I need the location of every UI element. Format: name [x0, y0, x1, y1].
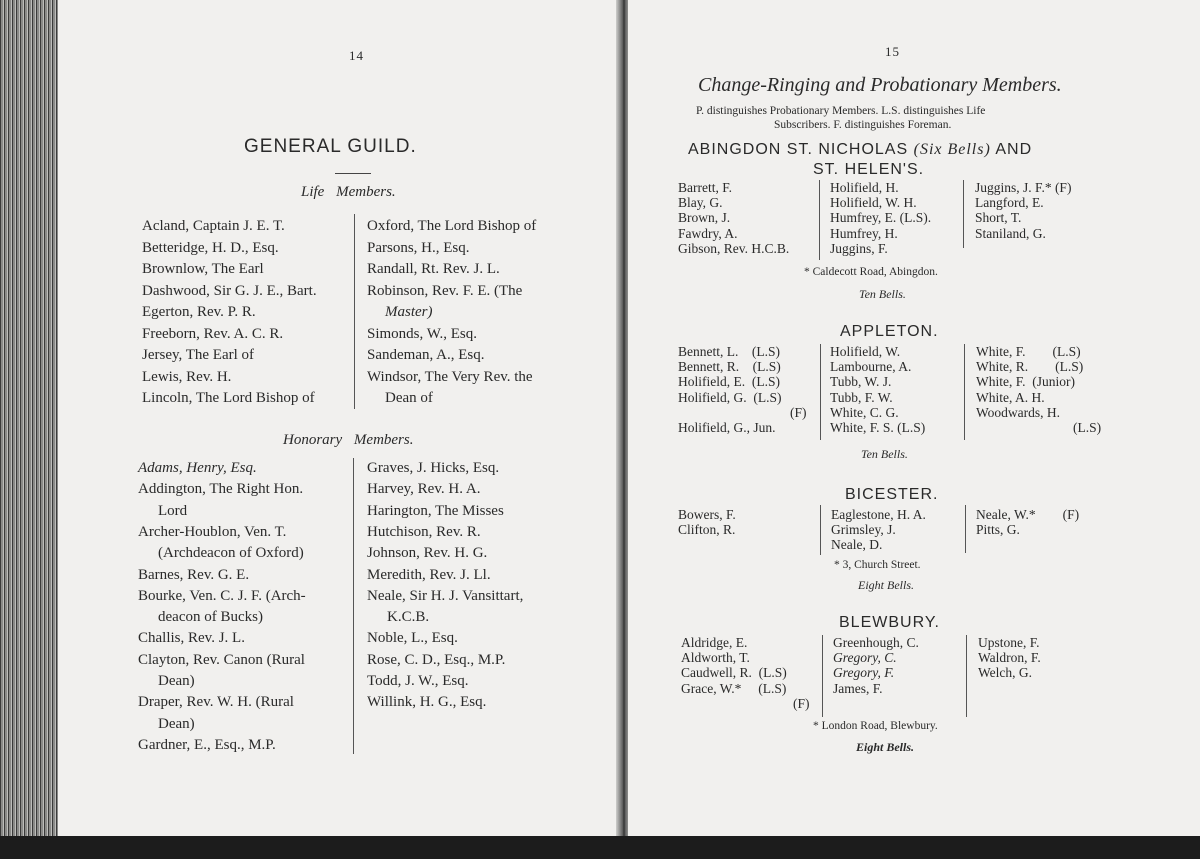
member-entry: Holifield, W. — [830, 344, 901, 359]
member-entry: Dean of — [385, 390, 433, 406]
member-entry: Holifield, G., Jun. — [678, 419, 776, 435]
column-divider — [965, 505, 966, 553]
life-members-heading: Life Members. — [301, 184, 396, 200]
member-entry: Neale, Sir H. J. Vansittart, — [367, 587, 524, 604]
member-entry: White, R. (L.S) — [976, 359, 1084, 375]
member-entry: (F) — [790, 404, 807, 420]
member-entry: Grimsley, J. — [831, 522, 896, 538]
column-divider — [819, 180, 820, 260]
member-entry: Clayton, Rev. Canon (Rural — [138, 651, 305, 668]
member-entry: Humfrey, H. — [830, 225, 898, 241]
page-number: 14 — [349, 48, 364, 63]
member-entry: Dashwood, Sir G. J. E., Bart. — [142, 282, 317, 299]
tower-heading — [688, 141, 1032, 159]
member-entry: Caudwell, R. (L.S) — [681, 665, 787, 681]
member-entry: Sandeman, A., Esq. — [367, 347, 485, 363]
tower-column-1 — [681, 635, 810, 711]
tower-column-2 — [830, 180, 931, 256]
member-entry: Bourke, Ven. C. J. F. (Arch- — [138, 587, 306, 604]
page-title: GENERAL GUILD. — [244, 136, 417, 157]
member-entry: Barrett, F. — [678, 180, 733, 195]
member-entry: Bennett, R. (L.S) — [678, 359, 781, 375]
member-entry: Lord — [158, 502, 188, 519]
member-entry: Simonds, W., Esq. — [367, 325, 478, 342]
column-divider — [820, 505, 821, 555]
member-entry: (Archdeacon of Oxford) — [158, 545, 304, 562]
tower-column-1 — [678, 344, 807, 435]
member-entry: Harvey, Rev. H. A. — [367, 481, 481, 498]
member-entry: Brownlow, The Earl — [142, 261, 264, 277]
member-entry: Clifton, R. — [678, 522, 736, 538]
member-entry: Randall, Rt. Rev. J. L. — [367, 261, 500, 277]
member-entry: Johnson, Rev. H. G. — [367, 545, 488, 562]
member-entry: Fawdry, A. — [678, 225, 738, 241]
column-divider — [964, 344, 965, 440]
member-entry: Juggins, J. F.* (F) — [975, 180, 1072, 195]
member-entry: White, F. S. (L.S) — [830, 419, 926, 435]
legend-line-2: Subscribers. F. distinguishes Foreman. — [774, 119, 952, 131]
member-entry: Juggins, F. — [830, 240, 888, 256]
tower-column-2 — [831, 507, 926, 553]
page-number: 15 — [885, 44, 900, 59]
member-entry: Holifield, H. — [830, 180, 899, 195]
member-entry: Bowers, F. — [678, 507, 736, 522]
member-entry: Addington, The Right Hon. — [138, 481, 304, 498]
member-entry: Greenhough, C. — [833, 635, 919, 650]
member-entry: Welch, G. — [978, 665, 1033, 681]
member-entry: Bennett, L. (L.S) — [678, 344, 780, 359]
member-entry: Betteridge, H. D., Esq. — [142, 239, 279, 256]
member-entry: Harington, The Misses — [367, 502, 504, 519]
member-entry: White, C. G. — [830, 404, 899, 420]
member-entry: Parsons, H., Esq. — [367, 239, 470, 256]
member-entry: Robinson, Rev. F. E. (The — [367, 282, 523, 299]
member-entry: Aldworth, T. — [681, 650, 750, 666]
member-entry: (F) — [793, 695, 810, 711]
member-entry: Adams, Henry, Esq. — [138, 460, 257, 476]
member-entry: Rose, C. D., Esq., M.P. — [367, 651, 506, 668]
member-entry: Eaglestone, H. A. — [831, 507, 926, 522]
member-entry: Brown, J. — [678, 210, 731, 226]
tower-column-3 — [976, 344, 1101, 435]
column-divider — [354, 214, 355, 409]
member-entry: Lewis, Rev. H. — [142, 368, 232, 385]
member-entry: Noble, L., Esq. — [367, 630, 458, 647]
member-entry: Willink, H. G., Esq. — [367, 694, 487, 711]
tower-column-1 — [678, 507, 736, 537]
member-entry: Jersey, The Earl of — [142, 347, 255, 363]
tower-bells: Eight Bells. — [856, 740, 915, 754]
tower-bells: Ten Bells. — [859, 287, 906, 301]
member-entry: Gregory, F. — [833, 665, 895, 681]
member-entry: Lambourne, A. — [830, 359, 912, 375]
member-entry: Dean) — [158, 673, 195, 689]
member-entry: Hutchison, Rev. R. — [367, 523, 481, 540]
member-entry: K.C.B. — [387, 609, 430, 626]
title-rule — [335, 173, 371, 174]
column-divider — [963, 180, 964, 248]
member-entry: Gregory, C. — [833, 650, 897, 666]
member-entry: Egerton, Rev. P. R. — [142, 304, 256, 320]
member-entry: Freeborn, Rev. A. C. R. — [142, 325, 284, 342]
tower-bells: Ten Bells. — [861, 447, 908, 461]
column-divider — [353, 458, 354, 754]
member-entry: Neale, W.* (F) — [976, 507, 1080, 522]
page-title: Change-Ringing and Probationary Members. — [698, 74, 1062, 96]
tower-column-3 — [975, 180, 1071, 241]
member-entry: Windsor, The Very Rev. the — [367, 368, 533, 385]
member-entry: Graves, J. Hicks, Esq. — [367, 460, 500, 476]
member-entry: Waldron, F. — [978, 650, 1041, 666]
member-entry: Aldridge, E. — [681, 635, 748, 650]
member-entry: Blay, G. — [678, 195, 723, 211]
tower-name: BICESTER. — [845, 486, 939, 503]
member-entry: (L.S) — [1073, 419, 1102, 435]
tower-bells-note: (Six Bells) — [913, 141, 991, 158]
member-entry: Short, T. — [975, 210, 1022, 226]
tower-name: ABINGDON ST. NICHOLAS — [688, 141, 909, 158]
member-entry: Upstone, F. — [978, 635, 1040, 650]
member-entry: Pitts, G. — [976, 522, 1020, 538]
honorary-members-heading: Honorary Members. — [283, 432, 414, 448]
member-entry: deacon of Bucks) — [158, 609, 263, 626]
tower-column-3 — [976, 507, 1079, 537]
tower-address: * 3, Church Street. — [834, 559, 921, 571]
tower-column-2 — [830, 344, 925, 435]
legend-line-1: P. distinguishes Probationary Members. L.S. distinguishes Life — [696, 105, 986, 117]
tower-bells: Eight Bells. — [858, 578, 914, 592]
page-edges — [0, 0, 58, 836]
member-entry: Acland, Captain J. E. T. — [142, 218, 285, 234]
member-entry: James, F. — [833, 680, 883, 696]
tower-column-1 — [678, 180, 789, 256]
tower-column-2 — [833, 635, 919, 696]
column-divider — [822, 635, 823, 717]
member-entry: Holifield, W. H. — [830, 195, 917, 211]
column-divider — [966, 635, 967, 717]
tower-name: APPLETON. — [840, 323, 939, 340]
tower-address: * Caldecott Road, Abingdon. — [804, 266, 938, 278]
member-entry: Holifield, G. (L.S) — [678, 389, 782, 405]
member-entry: Holifield, E. (L.S) — [678, 374, 780, 390]
member-entry: Dean) — [158, 715, 195, 732]
member-entry: Gibson, Rev. H.C.B. — [678, 240, 790, 256]
member-entry: Neale, D. — [831, 537, 883, 553]
left-page — [58, 0, 620, 836]
right-page — [628, 0, 1200, 836]
column-divider — [820, 344, 821, 440]
tower-name-line-2: ST. HELEN'S. — [813, 161, 925, 178]
member-entry: Humfrey, E. (L.S). — [830, 210, 932, 226]
member-entry: Staniland, G. — [975, 225, 1046, 241]
tower-address: * London Road, Blewbury. — [813, 720, 938, 732]
member-entry: Master) — [385, 304, 433, 320]
tower-name: BLEWBURY. — [839, 614, 940, 631]
member-entry: Tubb, W. J. — [830, 374, 892, 390]
member-entry: White, F. (L.S) — [976, 344, 1081, 359]
member-entry: Challis, Rev. J. L. — [138, 630, 245, 647]
member-entry: Langford, E. — [975, 195, 1044, 211]
member-entry: Todd, J. W., Esq. — [367, 673, 469, 689]
member-entry: Draper, Rev. W. H. (Rural — [138, 694, 294, 711]
member-entry: Gardner, E., Esq., M.P. — [138, 736, 276, 753]
member-entry: Woodwards, H. — [976, 404, 1061, 420]
tower-column-3 — [978, 635, 1041, 681]
member-entry: White, A. H. — [976, 389, 1045, 405]
member-entry: Oxford, The Lord Bishop of — [367, 218, 537, 234]
member-entry: Grace, W.* (L.S) — [681, 680, 787, 696]
member-entry: Meredith, Rev. J. Ll. — [367, 566, 491, 583]
member-entry: Barnes, Rev. G. E. — [138, 566, 250, 583]
member-entry: Archer-Houblon, Ven. T. — [138, 523, 287, 540]
tower-name-conjunction: AND — [995, 141, 1033, 158]
member-entry: White, F. (Junior) — [976, 374, 1076, 390]
member-entry: Lincoln, The Lord Bishop of — [142, 390, 315, 406]
member-entry: Tubb, F. W. — [830, 389, 893, 405]
